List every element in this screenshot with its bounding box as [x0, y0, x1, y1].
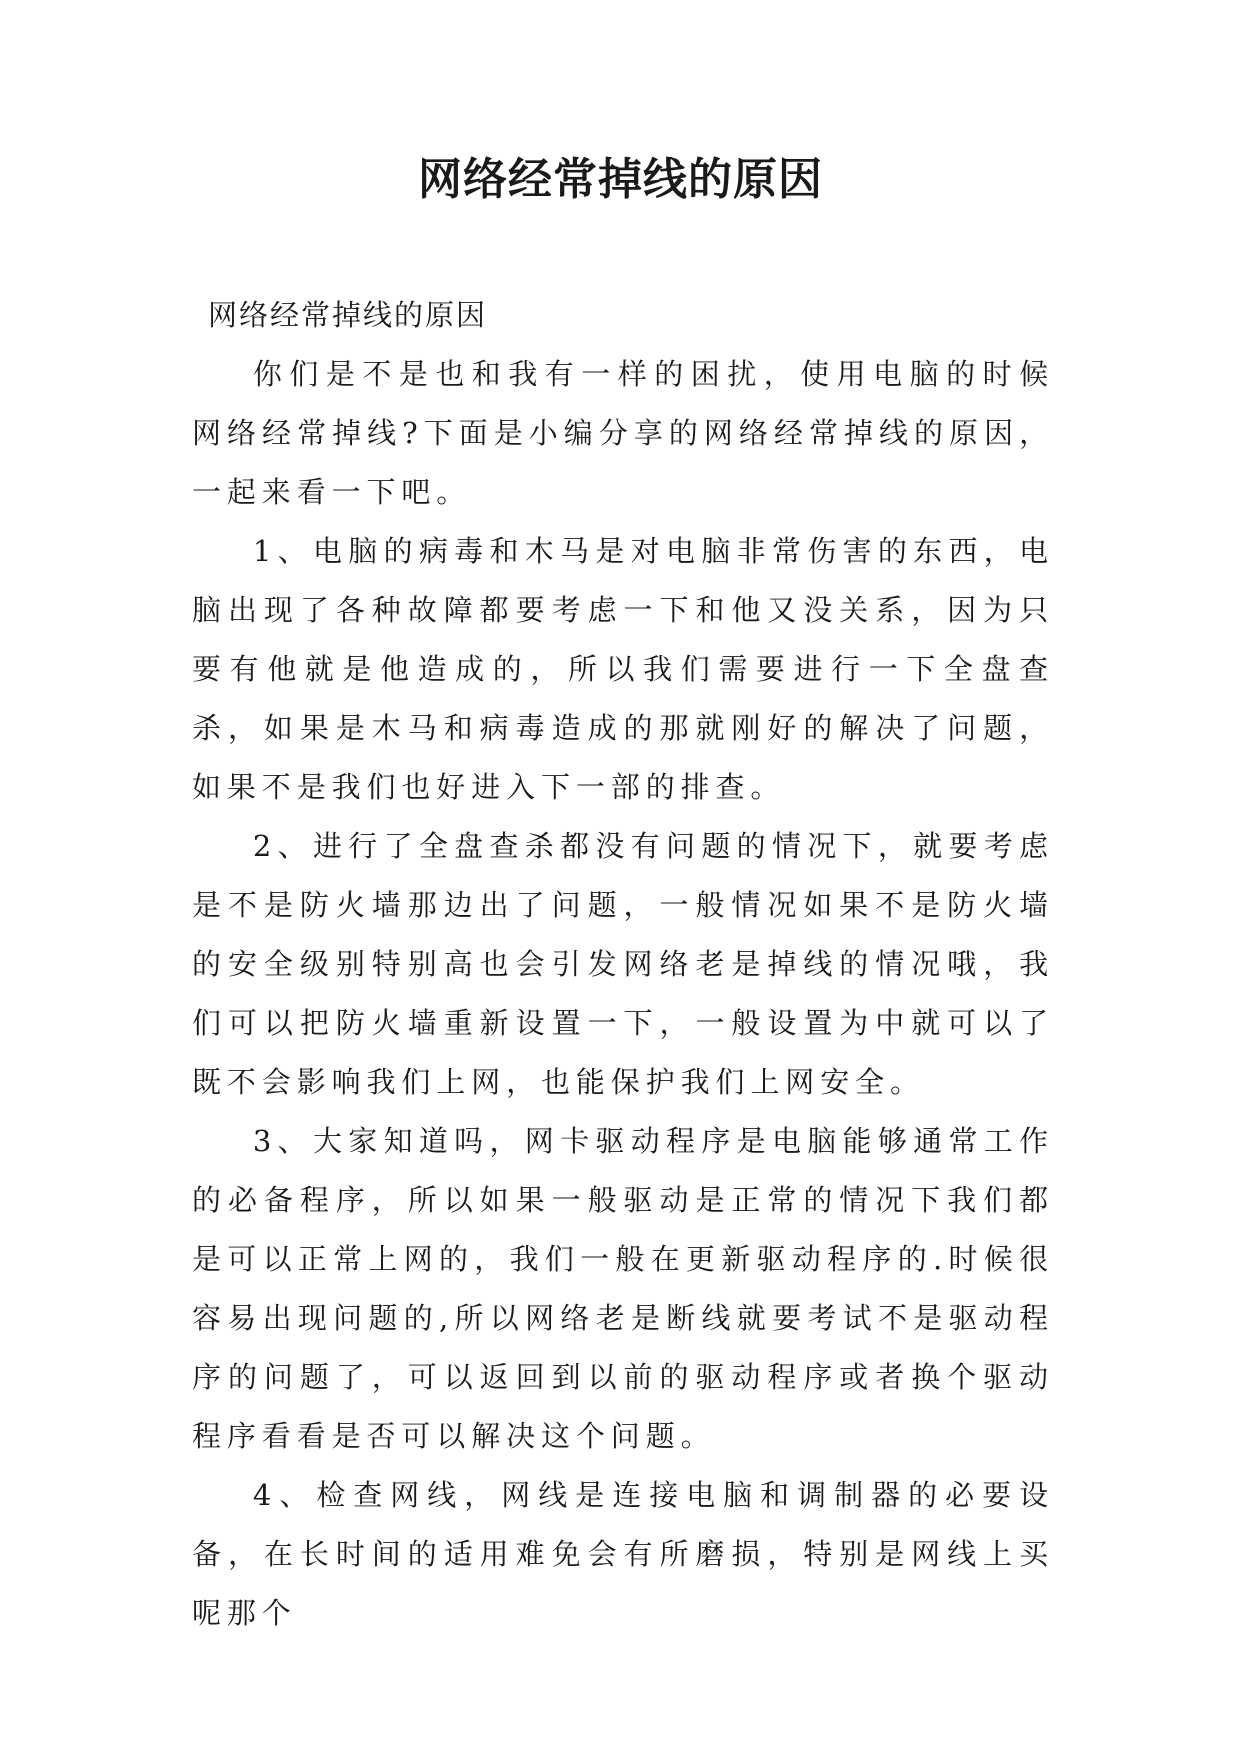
paragraph-intro: 你们是不是也和我有一样的困扰，使用电脑的时候网络经常掉线?下面是小编分享的网络经常掉线的原因，一起来看一下吧。 — [192, 357, 1054, 509]
document-subtitle: 网络经常掉线的原因 — [208, 298, 488, 332]
document-body — [192, 286, 1054, 1643]
paragraph-2: 2、进行了全盘查杀都没有问题的情况下，就要考虑是不是防火墙那边出了问题，一般情况如果不是防火墙的安全级别特别高也会引发网络老是掉线的情况哦，我们可以把防火墙重新设置一下，一般设置为中就可以了既不会影响我们上网，也能保护我们上网安全。 — [192, 829, 1054, 1099]
paragraph-4: 4、检查网线，网线是连接电脑和调制器的必要设备，在长时间的适用难免会有所磨损，特别是网线上买呢那个 — [192, 1478, 1054, 1630]
document-title: 网络经常掉线的原因 — [418, 154, 823, 205]
paragraph-1: 1、电脑的病毒和木马是对电脑非常伤害的东西，电脑出现了各种故障都要考虑一下和他又没关系，因为只要有他就是他造成的，所以我们需要进行一下全盘查杀，如果是木马和病毒造成的那就刚好的解决了问题，如果不是我们也好进入下一部的排查。 — [192, 534, 1054, 804]
paragraph-3: 3、大家知道吗，网卡驱动程序是电脑能够通常工作的必备程序，所以如果一般驱动是正常的情况下我们都是可以正常上网的，我们一般在更新驱动程序的.时候很容易出现问题的,所以网络老是断线就要考试不是驱动程序的问题了，可以返回到以前的驱动程序或者换个驱动程序看看是否可以解决这个问题。 — [192, 1124, 1054, 1453]
